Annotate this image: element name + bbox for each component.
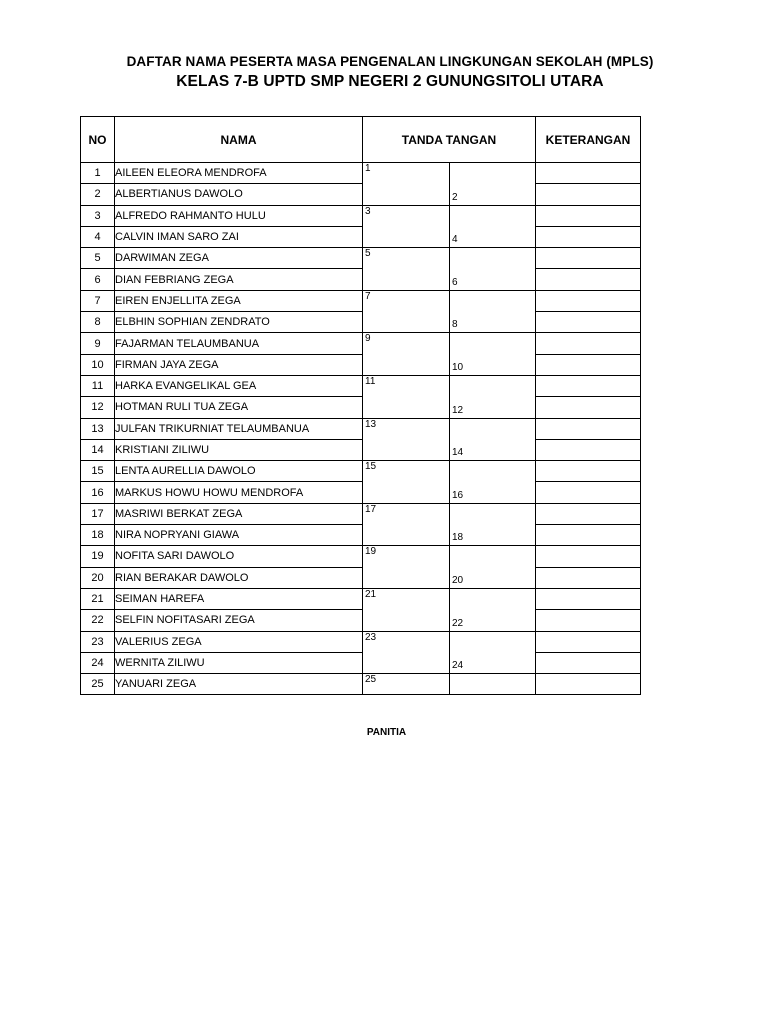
signature-number: 9	[365, 333, 371, 345]
remarks-cell	[536, 163, 641, 184]
table-row	[81, 652, 641, 673]
signature-cell-left	[363, 312, 450, 333]
row-number: 3	[81, 205, 115, 226]
participant-name: EIREN ENJELLITA ZEGA	[115, 290, 363, 311]
participant-name: HOTMAN RULI TUA ZEGA	[115, 397, 363, 418]
remarks-cell	[536, 482, 641, 503]
remarks-cell	[536, 461, 641, 482]
signature-cell-left	[363, 439, 450, 460]
row-number: 24	[81, 652, 115, 673]
table-body	[81, 163, 641, 695]
participant-name: SELFIN NOFITASARI ZEGA	[115, 610, 363, 631]
signature-number: 4	[452, 234, 458, 246]
participant-name: HARKA EVANGELIKAL GEA	[115, 375, 363, 396]
table-header-row	[81, 117, 641, 163]
signature-number: 17	[365, 503, 377, 515]
signature-cell-right	[450, 588, 536, 609]
row-number: 8	[81, 312, 115, 333]
table-row	[81, 269, 641, 290]
participant-name: VALERIUS ZEGA	[115, 631, 363, 652]
participant-name: DIAN FEBRIANG ZEGA	[115, 269, 363, 290]
participant-name: LENTA AURELLIA DAWOLO	[115, 461, 363, 482]
remarks-cell	[536, 525, 641, 546]
remarks-cell	[536, 226, 641, 247]
signature-number: 20	[452, 574, 464, 586]
row-number: 9	[81, 333, 115, 354]
signature-cell-right	[450, 248, 536, 269]
remarks-cell	[536, 418, 641, 439]
participant-name: SEIMAN HAREFA	[115, 588, 363, 609]
participant-name: MASRIWI BERKAT ZEGA	[115, 503, 363, 524]
signature-number: 6	[452, 276, 458, 288]
signature-cell-left	[363, 567, 450, 588]
remarks-cell	[536, 205, 641, 226]
attendance-table	[80, 116, 641, 695]
participant-name: DARWIMAN ZEGA	[115, 248, 363, 269]
signature-cell-right	[450, 163, 536, 184]
signature-cell-right	[450, 418, 536, 439]
remarks-cell	[536, 439, 641, 460]
row-number: 22	[81, 610, 115, 631]
signature-cell-right	[450, 184, 536, 205]
signature-cell-right	[450, 290, 536, 311]
participant-name: WERNITA ZILIWU	[115, 652, 363, 673]
signature-cell-left	[363, 290, 450, 311]
signature-cell-right	[450, 354, 536, 375]
table-row	[81, 525, 641, 546]
committee-label: PANITIA	[366, 727, 407, 738]
remarks-cell	[536, 312, 641, 333]
remarks-cell	[536, 503, 641, 524]
signature-number: 24	[452, 660, 464, 672]
table-row	[81, 631, 641, 652]
remarks-cell	[536, 546, 641, 567]
table-row	[81, 546, 641, 567]
remarks-cell	[536, 674, 641, 695]
row-number: 23	[81, 631, 115, 652]
signature-cell-left	[363, 184, 450, 205]
remarks-cell	[536, 248, 641, 269]
table-row	[81, 610, 641, 631]
row-number: 10	[81, 354, 115, 375]
participant-name: CALVIN IMAN SARO ZAI	[115, 226, 363, 247]
row-number: 12	[81, 397, 115, 418]
row-number: 20	[81, 567, 115, 588]
signature-number: 15	[365, 461, 377, 473]
row-number: 15	[81, 461, 115, 482]
remarks-cell	[536, 269, 641, 290]
row-number: 5	[81, 248, 115, 269]
signature-cell-left	[363, 333, 450, 354]
table-row	[81, 375, 641, 396]
signature-number: 16	[452, 489, 464, 501]
signature-number: 7	[365, 290, 371, 302]
participant-name: AILEEN ELEORA MENDROFA	[115, 163, 363, 184]
row-number: 11	[81, 375, 115, 396]
signature-cell-right	[450, 567, 536, 588]
table-row	[81, 312, 641, 333]
row-number: 6	[81, 269, 115, 290]
signature-cell-right	[450, 205, 536, 226]
participant-name: FAJARMAN TELAUMBANUA	[115, 333, 363, 354]
table-row	[81, 163, 641, 184]
signature-cell-right	[450, 461, 536, 482]
column-header-keterangan: KETERANGAN	[536, 117, 641, 163]
row-number: 4	[81, 226, 115, 247]
signature-number: 21	[365, 588, 377, 600]
signature-cell-right	[450, 375, 536, 396]
signature-cell-left	[363, 418, 450, 439]
signature-number: 12	[452, 404, 464, 416]
signature-number: 10	[452, 361, 464, 373]
participant-name: JULFAN TRIKURNIAT TELAUMBANUA	[115, 418, 363, 439]
signature-number: 25	[365, 674, 377, 686]
remarks-cell	[536, 631, 641, 652]
signature-number: 19	[365, 546, 377, 558]
signature-cell-left	[363, 631, 450, 652]
signature-cell-left	[363, 588, 450, 609]
remarks-cell	[536, 354, 641, 375]
signature-cell-right	[450, 269, 536, 290]
row-number: 19	[81, 546, 115, 567]
table-row	[81, 333, 641, 354]
signature-number: 1	[365, 163, 371, 174]
signature-cell-right	[450, 312, 536, 333]
row-number: 25	[81, 674, 115, 695]
participant-name: RIAN BERAKAR DAWOLO	[115, 567, 363, 588]
table-row	[81, 354, 641, 375]
signature-cell-right	[450, 439, 536, 460]
remarks-cell	[536, 397, 641, 418]
table-row	[81, 184, 641, 205]
signature-number: 22	[452, 617, 464, 629]
participant-name: ALBERTIANUS DAWOLO	[115, 184, 363, 205]
remarks-cell	[536, 567, 641, 588]
table-row	[81, 397, 641, 418]
remarks-cell	[536, 184, 641, 205]
signature-cell-left	[363, 375, 450, 396]
signature-number: 2	[452, 191, 458, 203]
document-subtitle: KELAS 7-B UPTD SMP NEGERI 2 GUNUNGSITOLI UTARA	[176, 73, 604, 90]
signature-number: 11	[365, 375, 376, 387]
participant-name: YANUARI ZEGA	[115, 674, 363, 695]
signature-cell-right	[450, 397, 536, 418]
row-number: 2	[81, 184, 115, 205]
column-header-tanda-tangan: TANDA TANGAN	[363, 117, 536, 163]
row-number: 17	[81, 503, 115, 524]
signature-number: 18	[452, 532, 464, 544]
signature-cell-left	[363, 205, 450, 226]
signature-cell-right	[450, 503, 536, 524]
signature-cell-left	[363, 610, 450, 631]
signature-cell-left	[363, 652, 450, 673]
table-row	[81, 226, 641, 247]
table-row	[81, 439, 641, 460]
signature-cell-right	[450, 631, 536, 652]
column-header-no: NO	[81, 117, 115, 163]
table-row	[81, 567, 641, 588]
row-number: 18	[81, 525, 115, 546]
signature-cell-left	[363, 248, 450, 269]
participant-name: NOFITA SARI DAWOLO	[115, 546, 363, 567]
participant-name: KRISTIANI ZILIWU	[115, 439, 363, 460]
participant-name: MARKUS HOWU HOWU MENDROFA	[115, 482, 363, 503]
signature-cell-right	[450, 610, 536, 631]
signature-cell-left	[363, 226, 450, 247]
table-row	[81, 503, 641, 524]
signature-number: 8	[452, 319, 458, 331]
signature-cell-right	[450, 652, 536, 673]
participant-name: NIRA NOPRYANI GIAWA	[115, 525, 363, 546]
remarks-cell	[536, 375, 641, 396]
row-number: 13	[81, 418, 115, 439]
row-number: 1	[81, 163, 115, 184]
table-row	[81, 248, 641, 269]
signature-cell-left	[363, 503, 450, 524]
signature-cell-right	[450, 674, 536, 695]
row-number: 16	[81, 482, 115, 503]
signature-cell-left	[363, 674, 450, 695]
table-row	[81, 588, 641, 609]
signature-cell-right	[450, 525, 536, 546]
signature-cell-left	[363, 354, 450, 375]
table-row	[81, 205, 641, 226]
remarks-cell	[536, 610, 641, 631]
signature-cell-right	[450, 226, 536, 247]
row-number: 7	[81, 290, 115, 311]
signature-cell-left	[363, 525, 450, 546]
table-row	[81, 461, 641, 482]
participant-name: ALFREDO RAHMANTO HULU	[115, 205, 363, 226]
table-row	[81, 290, 641, 311]
column-header-nama: NAMA	[115, 117, 363, 163]
signature-cell-left	[363, 269, 450, 290]
signature-cell-left	[363, 461, 450, 482]
signature-cell-right	[450, 333, 536, 354]
signature-number: 3	[365, 205, 371, 217]
document-title: DAFTAR NAMA PESERTA MASA PENGENALAN LINGKUNGAN SEKOLAH (MPLS)	[126, 54, 654, 69]
table-row	[81, 418, 641, 439]
row-number: 14	[81, 439, 115, 460]
table-row	[81, 674, 641, 695]
signature-cell-left	[363, 482, 450, 503]
remarks-cell	[536, 652, 641, 673]
signature-number: 5	[365, 248, 371, 260]
table-row	[81, 482, 641, 503]
remarks-cell	[536, 333, 641, 354]
participant-name: FIRMAN JAYA ZEGA	[115, 354, 363, 375]
signature-cell-left	[363, 546, 450, 567]
row-number: 21	[81, 588, 115, 609]
signature-cell-right	[450, 546, 536, 567]
signature-cell-right	[450, 482, 536, 503]
participant-name: ELBHIN SOPHIAN ZENDRATO	[115, 312, 363, 333]
signature-number: 13	[365, 418, 377, 430]
signature-number: 23	[365, 631, 377, 643]
signature-number: 14	[452, 447, 464, 459]
remarks-cell	[536, 290, 641, 311]
signature-cell-left	[363, 163, 450, 184]
signature-cell-left	[363, 397, 450, 418]
remarks-cell	[536, 588, 641, 609]
